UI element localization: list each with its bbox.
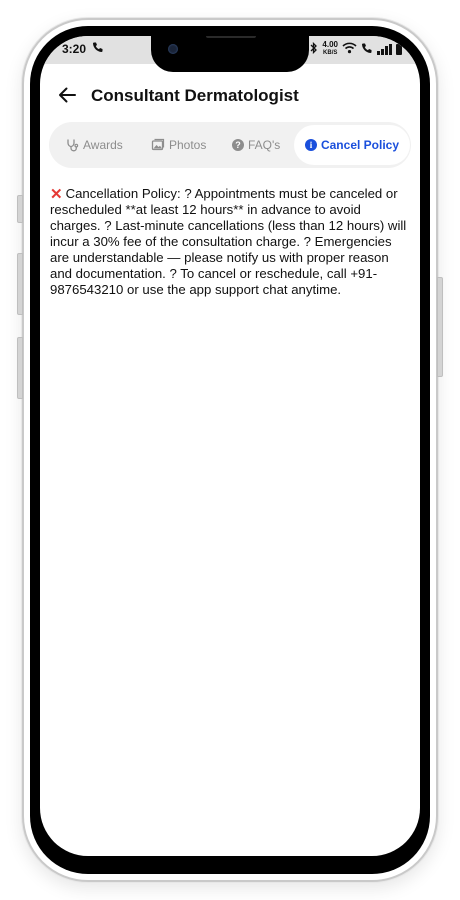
back-button[interactable] <box>55 82 81 108</box>
call-icon <box>92 41 104 56</box>
wifi-calling-icon <box>361 42 373 57</box>
tab-photos[interactable] <box>151 122 206 168</box>
stethoscope-icon <box>65 138 79 152</box>
tab-photos-label: Photos <box>169 138 207 152</box>
tab-bar <box>49 122 411 168</box>
tab-awards-label: Awards <box>83 138 123 152</box>
signal-icon <box>377 44 392 55</box>
question-icon: ? <box>232 139 244 151</box>
net-speed-unit: KB/S <box>323 50 338 56</box>
battery-icon <box>396 44 402 55</box>
volume-down-button <box>17 337 23 399</box>
status-icons <box>310 41 402 57</box>
red-cross-icon: ✕ <box>50 186 63 203</box>
wifi-icon <box>342 42 357 57</box>
tab-cancel-policy-label: Cancel Policy <box>320 138 400 152</box>
cancellation-policy <box>50 186 412 298</box>
earpiece-speaker <box>206 36 256 38</box>
status-time: 3:20 <box>62 42 87 56</box>
tab-faq-label: FAQ's <box>248 138 281 152</box>
net-speed-value: 4.00 <box>322 40 338 49</box>
tab-awards[interactable] <box>65 122 123 168</box>
action-button <box>17 195 23 223</box>
power-button <box>437 277 443 377</box>
bluetooth-icon <box>310 42 318 57</box>
camera-notch <box>151 36 309 72</box>
back-arrow-icon <box>55 82 81 108</box>
volume-up-button <box>17 253 23 315</box>
info-icon: i <box>305 139 317 151</box>
tab-faq[interactable] <box>232 122 280 168</box>
page-title: Consultant Dermatologist <box>91 86 299 105</box>
header <box>40 76 420 120</box>
screen <box>40 36 420 856</box>
policy-text: Cancellation Policy: ? Appointments must be canceled or rescheduled **at least 12 hours** in advance to avoid charges. ? Last-minute cancellations (less than 12 hours) will incur a 30% fee of the consultation charge. ? Emergencies are understandable — please notify us with proper reason and documentation. ? To cancel or reschedule, call +91-9876543210 or use the app support chat anytime. <box>50 186 407 297</box>
image-icon <box>151 138 165 152</box>
front-camera <box>168 44 178 54</box>
net-speed <box>322 41 338 57</box>
tab-cancel-policy[interactable] <box>294 125 410 165</box>
